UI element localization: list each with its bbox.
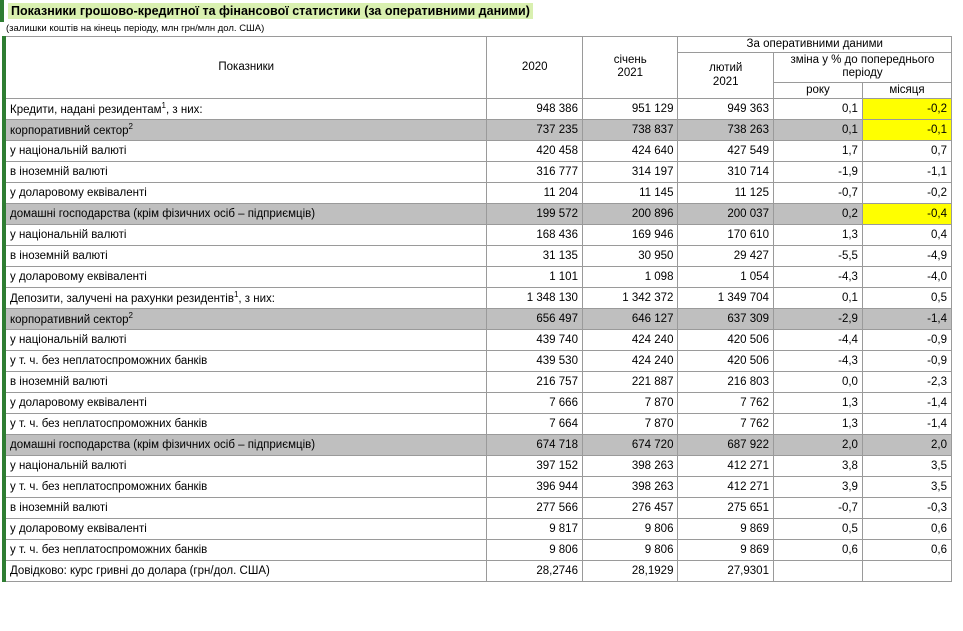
cell-january: 7 870 bbox=[582, 392, 678, 413]
row-label bbox=[4, 434, 487, 455]
cell-january: 424 240 bbox=[582, 329, 678, 350]
row-label bbox=[4, 476, 487, 497]
cell-february: 687 922 bbox=[678, 434, 774, 455]
row-label bbox=[4, 308, 487, 329]
cell-february: 200 037 bbox=[678, 203, 774, 224]
header-indicators: Показники bbox=[4, 37, 487, 99]
table-row bbox=[4, 371, 952, 392]
cell-change-month: -0,1 bbox=[862, 119, 951, 140]
cell-change-month: -0,3 bbox=[862, 497, 951, 518]
row-label-text: Кредити, надані резидентам bbox=[10, 104, 162, 117]
cell-change-month: -1,4 bbox=[862, 392, 951, 413]
table-row bbox=[4, 329, 952, 350]
units-note: (залишки коштів на кінець періоду, млн грн/млн дол. США) bbox=[6, 23, 265, 34]
cell-2020: 656 497 bbox=[487, 308, 583, 329]
row-label bbox=[4, 371, 487, 392]
header-february-month: лютий bbox=[709, 62, 743, 75]
row-label bbox=[4, 203, 487, 224]
cell-change-year: 0,5 bbox=[773, 518, 862, 539]
cell-2020: 948 386 bbox=[487, 98, 583, 119]
cell-january: 1 342 372 bbox=[582, 287, 678, 308]
cell-change-month: -0,2 bbox=[862, 182, 951, 203]
table-row bbox=[4, 518, 952, 539]
table-row bbox=[4, 497, 952, 518]
table-row bbox=[4, 287, 952, 308]
row-label bbox=[4, 287, 487, 308]
header-january bbox=[582, 37, 678, 99]
table-row bbox=[4, 350, 952, 371]
footer-cell-january: 28,1929 bbox=[582, 560, 678, 581]
table-row bbox=[4, 308, 952, 329]
header-january-month: січень bbox=[613, 54, 647, 67]
footer-label: Довідково: курс гривні до долара (грн/дол. США) bbox=[4, 560, 487, 581]
cell-2020: 216 757 bbox=[487, 371, 583, 392]
cell-2020: 199 572 bbox=[487, 203, 583, 224]
cell-change-year: 1,3 bbox=[773, 413, 862, 434]
row-label-text: у т. ч. без неплатоспроможних банків bbox=[10, 417, 208, 430]
header-change-year: року bbox=[773, 82, 862, 98]
header-change-month: місяця bbox=[862, 82, 951, 98]
cell-january: 9 806 bbox=[582, 539, 678, 560]
cell-2020: 396 944 bbox=[487, 476, 583, 497]
row-label bbox=[4, 350, 487, 371]
cell-february: 412 271 bbox=[678, 455, 774, 476]
cell-change-year: 0,1 bbox=[773, 98, 862, 119]
cell-change-year: -1,9 bbox=[773, 161, 862, 182]
footer-cell-change-month bbox=[862, 560, 951, 581]
cell-february: 9 869 bbox=[678, 539, 774, 560]
cell-change-month: -0,2 bbox=[862, 98, 951, 119]
row-label-text: корпоративний сектор bbox=[10, 125, 129, 138]
cell-january: 7 870 bbox=[582, 413, 678, 434]
cell-february: 170 610 bbox=[678, 224, 774, 245]
cell-change-month: 3,5 bbox=[862, 476, 951, 497]
table-row bbox=[4, 476, 952, 497]
row-label-text: у національній валюті bbox=[10, 333, 127, 346]
cell-february: 412 271 bbox=[678, 476, 774, 497]
table-row bbox=[4, 161, 952, 182]
row-label-text: у доларовому еквіваленті bbox=[10, 186, 147, 199]
cell-change-year: -4,3 bbox=[773, 266, 862, 287]
cell-change-month: -0,9 bbox=[862, 350, 951, 371]
row-label-footnote: 2 bbox=[128, 122, 133, 132]
cell-january: 200 896 bbox=[582, 203, 678, 224]
cell-change-month: 0,6 bbox=[862, 539, 951, 560]
table-row bbox=[4, 539, 952, 560]
row-label-tail: , з них: bbox=[238, 293, 275, 306]
cell-change-month: -4,0 bbox=[862, 266, 951, 287]
cell-2020: 277 566 bbox=[487, 497, 583, 518]
cell-change-month: -0,4 bbox=[862, 203, 951, 224]
row-label-tail: , з них: bbox=[166, 104, 203, 117]
cell-change-year: 0,1 bbox=[773, 119, 862, 140]
cell-february: 420 506 bbox=[678, 329, 774, 350]
cell-february: 637 309 bbox=[678, 308, 774, 329]
row-label bbox=[4, 413, 487, 434]
cell-2020: 9 806 bbox=[487, 539, 583, 560]
row-label-text: в іноземній валюті bbox=[10, 165, 108, 178]
cell-change-year: 0,6 bbox=[773, 539, 862, 560]
cell-january: 169 946 bbox=[582, 224, 678, 245]
cell-change-year: 1,7 bbox=[773, 140, 862, 161]
row-label-text: у національній валюті bbox=[10, 228, 127, 241]
cell-january: 424 640 bbox=[582, 140, 678, 161]
row-label-text: в іноземній валюті bbox=[10, 375, 108, 388]
row-label-footnote: 1 bbox=[161, 101, 166, 111]
cell-january: 30 950 bbox=[582, 245, 678, 266]
cell-change-year: -5,5 bbox=[773, 245, 862, 266]
header-change-group: зміна у % до попереднього періоду bbox=[773, 53, 951, 82]
row-label-text: Депозити, залучені на рахунки резидентів bbox=[10, 293, 234, 306]
document-title-bar bbox=[0, 0, 963, 22]
cell-february: 11 125 bbox=[678, 182, 774, 203]
table-row bbox=[4, 98, 952, 119]
row-label-text: в іноземній валюті bbox=[10, 501, 108, 514]
cell-january: 398 263 bbox=[582, 476, 678, 497]
cell-2020: 7 664 bbox=[487, 413, 583, 434]
cell-2020: 737 235 bbox=[487, 119, 583, 140]
row-label bbox=[4, 518, 487, 539]
cell-february: 949 363 bbox=[678, 98, 774, 119]
row-label bbox=[4, 539, 487, 560]
row-label-text: у т. ч. без неплатоспроможних банків bbox=[10, 543, 208, 556]
table-row bbox=[4, 392, 952, 413]
cell-february: 275 651 bbox=[678, 497, 774, 518]
row-label-text: у т. ч. без неплатоспроможних банків bbox=[10, 480, 208, 493]
cell-2020: 674 718 bbox=[487, 434, 583, 455]
cell-change-year: 2,0 bbox=[773, 434, 862, 455]
table-row bbox=[4, 182, 952, 203]
row-label-footnote: 2 bbox=[128, 311, 133, 321]
row-label-text: в іноземній валюті bbox=[10, 249, 108, 262]
row-label-text: у т. ч. без неплатоспроможних банків bbox=[10, 354, 208, 367]
cell-january: 221 887 bbox=[582, 371, 678, 392]
cell-change-month: 3,5 bbox=[862, 455, 951, 476]
cell-change-year: 1,3 bbox=[773, 392, 862, 413]
cell-change-month: 0,7 bbox=[862, 140, 951, 161]
row-label bbox=[4, 224, 487, 245]
cell-change-year: -4,4 bbox=[773, 329, 862, 350]
row-label bbox=[4, 455, 487, 476]
row-label-text: домашні господарства (крім фізичних осіб – підприємців) bbox=[10, 207, 316, 220]
cell-january: 11 145 bbox=[582, 182, 678, 203]
cell-2020: 31 135 bbox=[487, 245, 583, 266]
cell-change-year: -0,7 bbox=[773, 182, 862, 203]
row-label-text: у національній валюті bbox=[10, 459, 127, 472]
table-row bbox=[4, 245, 952, 266]
cell-2020: 420 458 bbox=[487, 140, 583, 161]
cell-january: 951 129 bbox=[582, 98, 678, 119]
row-label bbox=[4, 161, 487, 182]
header-row-1 bbox=[4, 37, 952, 53]
cell-february: 427 549 bbox=[678, 140, 774, 161]
header-operational-group: За оперативними даними bbox=[678, 37, 952, 53]
cell-february: 1 349 704 bbox=[678, 287, 774, 308]
row-label bbox=[4, 119, 487, 140]
cell-january: 398 263 bbox=[582, 455, 678, 476]
table-row bbox=[4, 119, 952, 140]
row-label bbox=[4, 245, 487, 266]
table-row bbox=[4, 203, 952, 224]
table-row bbox=[4, 140, 952, 161]
statistics-table bbox=[2, 36, 952, 582]
cell-change-year: 0,0 bbox=[773, 371, 862, 392]
header-2020: 2020 bbox=[487, 37, 583, 99]
table-body bbox=[4, 98, 952, 581]
cell-2020: 316 777 bbox=[487, 161, 583, 182]
row-label-text: домашні господарства (крім фізичних осіб – підприємців) bbox=[10, 438, 316, 451]
table-row bbox=[4, 413, 952, 434]
cell-change-year: 0,1 bbox=[773, 287, 862, 308]
cell-change-month: 0,6 bbox=[862, 518, 951, 539]
cell-change-month: -1,1 bbox=[862, 161, 951, 182]
header-february bbox=[678, 53, 774, 99]
cell-change-year: 3,9 bbox=[773, 476, 862, 497]
row-label bbox=[4, 392, 487, 413]
table-row bbox=[4, 434, 952, 455]
cell-change-month: -0,9 bbox=[862, 329, 951, 350]
cell-2020: 11 204 bbox=[487, 182, 583, 203]
row-label bbox=[4, 266, 487, 287]
cell-january: 646 127 bbox=[582, 308, 678, 329]
footer-cell-2020: 28,2746 bbox=[487, 560, 583, 581]
table-row bbox=[4, 224, 952, 245]
cell-january: 738 837 bbox=[582, 119, 678, 140]
table-header bbox=[4, 37, 952, 99]
cell-february: 738 263 bbox=[678, 119, 774, 140]
cell-change-year: -2,9 bbox=[773, 308, 862, 329]
cell-february: 420 506 bbox=[678, 350, 774, 371]
cell-january: 424 240 bbox=[582, 350, 678, 371]
cell-february: 1 054 bbox=[678, 266, 774, 287]
row-label-text: корпоративний сектор bbox=[10, 314, 129, 327]
cell-2020: 397 152 bbox=[487, 455, 583, 476]
cell-change-month: -1,4 bbox=[862, 308, 951, 329]
cell-february: 7 762 bbox=[678, 413, 774, 434]
row-label bbox=[4, 140, 487, 161]
cell-change-month: 0,5 bbox=[862, 287, 951, 308]
cell-february: 29 427 bbox=[678, 245, 774, 266]
header-february-year: 2021 bbox=[712, 75, 739, 88]
cell-change-year: 3,8 bbox=[773, 455, 862, 476]
cell-february: 310 714 bbox=[678, 161, 774, 182]
cell-2020: 7 666 bbox=[487, 392, 583, 413]
cell-february: 7 762 bbox=[678, 392, 774, 413]
cell-change-month: -4,9 bbox=[862, 245, 951, 266]
cell-change-month: 2,0 bbox=[862, 434, 951, 455]
cell-2020: 439 740 bbox=[487, 329, 583, 350]
table-row bbox=[4, 455, 952, 476]
page-title: Показники грошово-кредитної та фінансової статистики (за оперативними даними) bbox=[8, 3, 533, 19]
cell-change-month: -1,4 bbox=[862, 413, 951, 434]
cell-change-year: 1,3 bbox=[773, 224, 862, 245]
cell-january: 1 098 bbox=[582, 266, 678, 287]
cell-january: 9 806 bbox=[582, 518, 678, 539]
cell-2020: 1 348 130 bbox=[487, 287, 583, 308]
cell-change-month: -2,3 bbox=[862, 371, 951, 392]
cell-february: 216 803 bbox=[678, 371, 774, 392]
cell-january: 276 457 bbox=[582, 497, 678, 518]
cell-2020: 9 817 bbox=[487, 518, 583, 539]
row-label-text: у доларовому еквіваленті bbox=[10, 522, 147, 535]
footer-cell-change-year bbox=[773, 560, 862, 581]
row-label-text: у доларовому еквіваленті bbox=[10, 396, 147, 409]
table-footer-row bbox=[4, 560, 952, 581]
cell-january: 674 720 bbox=[582, 434, 678, 455]
cell-january: 314 197 bbox=[582, 161, 678, 182]
row-label-text: у національній валюті bbox=[10, 144, 127, 157]
row-label-text: у доларовому еквіваленті bbox=[10, 270, 147, 283]
row-label bbox=[4, 98, 487, 119]
footer-cell-february: 27,9301 bbox=[678, 560, 774, 581]
cell-change-year: -4,3 bbox=[773, 350, 862, 371]
row-label bbox=[4, 497, 487, 518]
cell-change-month: 0,4 bbox=[862, 224, 951, 245]
table-row bbox=[4, 266, 952, 287]
cell-2020: 1 101 bbox=[487, 266, 583, 287]
cell-change-year: 0,2 bbox=[773, 203, 862, 224]
row-label bbox=[4, 182, 487, 203]
header-january-year: 2021 bbox=[617, 67, 644, 80]
cell-2020: 168 436 bbox=[487, 224, 583, 245]
cell-change-year: -0,7 bbox=[773, 497, 862, 518]
row-label bbox=[4, 329, 487, 350]
cell-february: 9 869 bbox=[678, 518, 774, 539]
row-label-footnote: 1 bbox=[233, 290, 239, 300]
cell-2020: 439 530 bbox=[487, 350, 583, 371]
